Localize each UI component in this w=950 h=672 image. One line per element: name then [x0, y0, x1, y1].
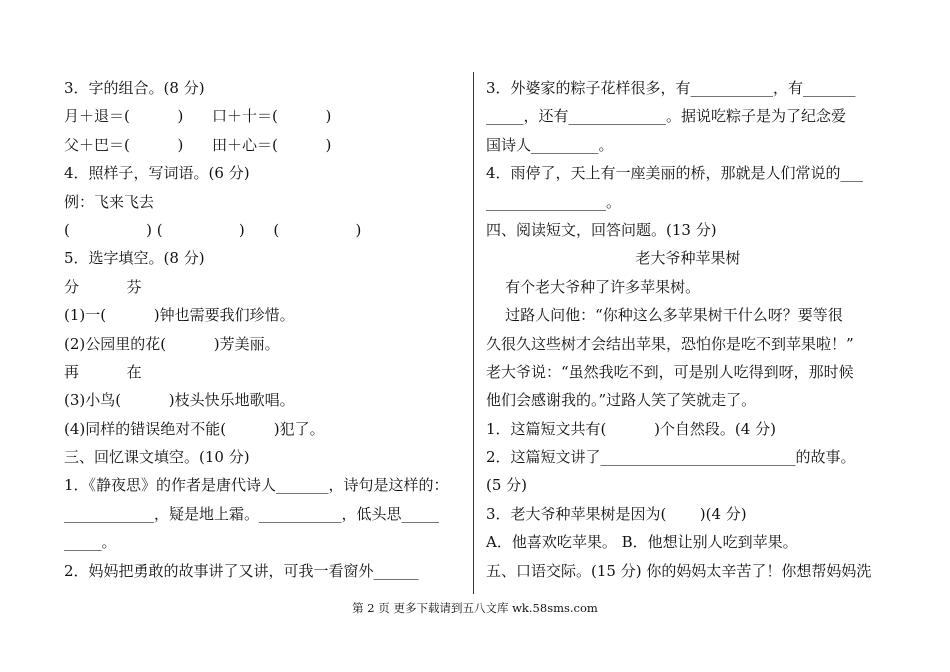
section-3-q3-line-3: 国诗人_________。	[486, 135, 614, 154]
question-5-item-4: (4)同样的错误绝对不能( )犯了。	[64, 419, 325, 438]
section-3-q1-line-1: 1．《静夜思》的作者是唐代诗人_______，诗句是这样的：	[64, 476, 449, 495]
section-3-q2-line-1: 2．妈妈把勇敢的故事讲了又讲，可我一看窗外______	[64, 561, 419, 580]
page-footer: 第 2 页 更多下载请到五八文库 wk.58sms.com	[352, 601, 598, 615]
question-5-choice-pair-1: 分 芬	[64, 277, 142, 296]
question-5-item-1: (1)一( )钟也需要我们珍惜。	[64, 306, 295, 325]
passage-title: 老大爷种苹果树	[635, 249, 741, 268]
section-5-heading: 五、口语交际。(15 分) 你的妈妈太辛苦了！你想帮妈妈洗	[486, 561, 872, 580]
section-3-q4-line-1: 4．雨停了，天上有一座美丽的桥，那就是人们常说的___	[486, 164, 864, 183]
section-3-q1-line-3: _____。	[64, 533, 117, 552]
question-3-heading: 3．字的组合。(8 分)	[64, 79, 205, 97]
question-4-heading: 4．照样子，写词语。(6 分)	[64, 164, 250, 183]
section-4-q2-line-1: 2．这篇短文讲了__________________________的故事。	[486, 448, 856, 467]
passage-paragraph-3-line-1: 老大爷说：“虽然我吃不到，可是别人吃得到呀，那时候	[486, 362, 854, 381]
question-5-item-3: (3)小鸟( )枝头快乐地歌唱。	[64, 391, 295, 410]
question-4-example: 例：飞来飞去	[64, 192, 155, 211]
question-4-blanks: ( ) ( ) ( )	[64, 220, 362, 239]
right-column	[486, 74, 890, 585]
question-5-choice-pair-2: 再 在	[64, 362, 142, 381]
section-3-heading: 三、回忆课文填空。(10 分)	[64, 448, 250, 467]
section-4-q3-options: A．他喜欢吃苹果。 B．他想让别人吃到苹果。	[486, 533, 798, 552]
section-4-q1: 1．这篇短文共有( )个自然段。(4 分)	[486, 419, 776, 438]
section-3-q3-line-1: 3．外婆家的粽子花样很多，有___________，有_______	[486, 79, 856, 97]
passage-paragraph-2-line-1: 过路人问他：“你种这么多苹果树干什么呀？要等很	[486, 306, 843, 325]
section-3-q3-line-2: _____，还有_____________。据说吃粽子是为了纪念爱	[486, 107, 847, 126]
question-3-row-1: 月＋退＝( ) 口＋十＝( )	[64, 107, 332, 126]
left-column	[64, 74, 462, 585]
question-5-heading: 5．选字填空。(8 分)	[64, 249, 205, 268]
section-3-q4-line-2: ________________。	[486, 192, 622, 211]
column-divider	[473, 72, 474, 594]
section-4-q3: 3．老大爷种苹果树是因为( )(4 分)	[486, 504, 747, 523]
section-4-heading: 四、阅读短文，回答问题。(13 分)	[486, 220, 717, 239]
question-5-item-2: (2)公园里的花( )芳美丽。	[64, 334, 280, 353]
passage-paragraph-2-line-2: 久很久这些树才会结出苹果，恐怕你是吃不到苹果啦！”	[486, 334, 854, 353]
passage-paragraph-1: 有个老大爷种了许多苹果树。	[486, 277, 701, 296]
section-4-q2-line-2: (5 分)	[486, 476, 528, 495]
question-3-row-2: 父＋巴＝( ) 田＋心＝( )	[64, 135, 332, 154]
passage-paragraph-3-line-2: 他们会感谢我的。”过路人笑了笑就走了。	[486, 391, 757, 410]
section-3-q1-line-2: ____________，疑是地上霜。___________，低头思_____	[64, 504, 440, 523]
